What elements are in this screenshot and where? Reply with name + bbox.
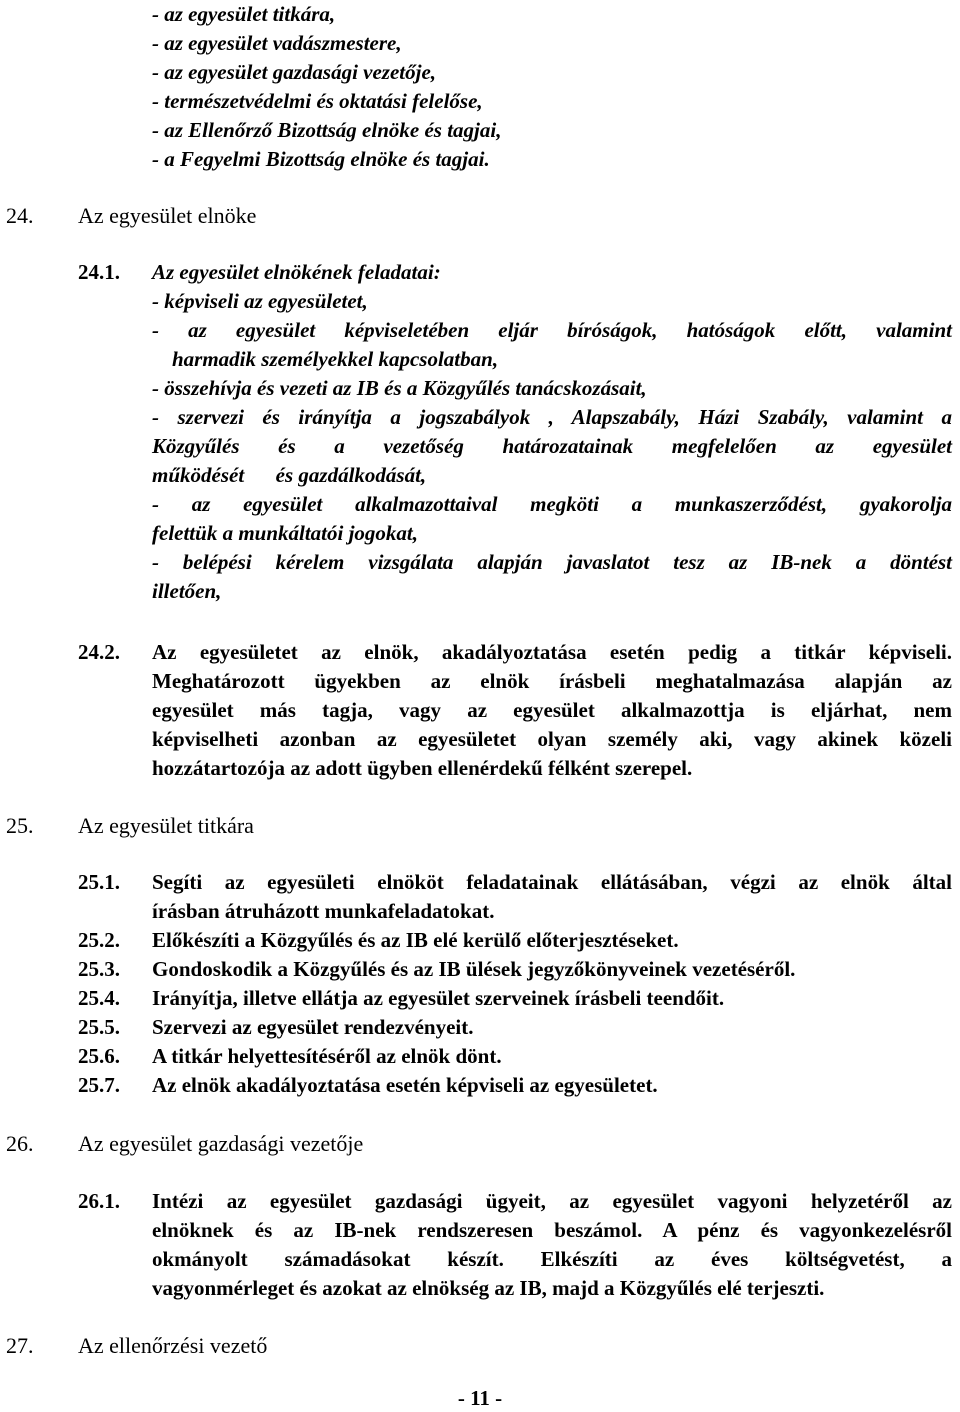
section-title: Az ellenőrzési vezető xyxy=(78,1333,268,1358)
item-number: 25.6. xyxy=(78,1044,120,1068)
text-line: - összehívja és vezeti az IB és a Közgyűlés tanácskozásait, xyxy=(152,376,647,400)
text-line: - szervezi és irányítja a jogszabályok , Alapszabály, Házi Szabály, valamint a xyxy=(152,405,952,429)
list-item: - az Ellenőrző Bizottság elnöke és tagjai, xyxy=(152,118,502,142)
text-line: - képviseli az egyesületet, xyxy=(152,289,368,313)
page-number: - 11 - xyxy=(457,1386,503,1410)
item-number: 25.4. xyxy=(78,986,120,1010)
list-item: - természetvédelmi és oktatási felelőse, xyxy=(152,89,483,113)
text-line: egyesület más tagja, vagy az egyesület alkalmazottja is eljárhat, nem xyxy=(152,698,952,722)
text-line: képviselheti azonban az egyesületet olyan személy aki, vagy akinek közeli xyxy=(152,727,952,751)
text-line: Intézi az egyesület gazdasági ügyeit, az egyesület vagyoni helyzetéről az xyxy=(152,1189,952,1213)
section-number: 26. xyxy=(6,1131,34,1156)
text-line: Irányítja, illetve ellátja az egyesület szerveinek írásbeli teendőit. xyxy=(152,986,725,1010)
paragraph-number: 24.1. xyxy=(78,260,120,284)
text-line: működését és gazdálkodását, xyxy=(152,463,427,487)
section-number: 25. xyxy=(6,813,34,838)
text-line: illetően, xyxy=(152,579,222,603)
text-line: elnöknek és az IB-nek rendszeresen beszámol. A pénz és vagyonkezelésről xyxy=(152,1218,952,1242)
text-line: Közgyűlés és a vezetőség határozatainak megfelelően az egyesület xyxy=(152,434,952,458)
text-line: - az egyesület képviseletében eljár bíróságok, hatóságok előtt, valamint xyxy=(152,318,952,342)
section-title: Az egyesület titkára xyxy=(78,813,254,838)
text-line: okmányolt számadásokat készít. Elkészíti az éves költségvetést, a xyxy=(152,1247,952,1271)
item-number: 25.7. xyxy=(78,1073,120,1097)
list-item: - az egyesület vadászmestere, xyxy=(152,31,402,55)
text-line: harmadik személyekkel kapcsolatban, xyxy=(172,347,499,371)
text-line: A titkár helyettesítéséről az elnök dönt. xyxy=(152,1044,502,1068)
section-title: Az egyesület gazdasági vezetője xyxy=(78,1131,364,1156)
text-line: Meghatározott ügyekben az elnök írásbeli meghatalmazása alapján az xyxy=(152,669,952,693)
text-line: Előkészíti a Közgyűlés és az IB elé kerülő előterjesztéseket. xyxy=(152,928,679,952)
text-line: - belépési kérelem vizsgálata alapján javaslatot tesz az IB-nek a döntést xyxy=(152,550,952,574)
text-line: Szervezi az egyesület rendezvényeit. xyxy=(152,1015,474,1039)
text-line: Az egyesületet az elnök, akadályoztatása esetén pedig a titkár képviseli. xyxy=(152,640,952,664)
list-item: - a Fegyelmi Bizottság elnöke és tagjai. xyxy=(152,147,490,171)
item-number: 25.3. xyxy=(78,957,120,981)
text-line: Az egyesület elnökének feladatai: xyxy=(152,260,441,284)
item-number: 25.1. xyxy=(78,870,120,894)
text-line: írásban átruházott munkafeladatokat. xyxy=(152,899,495,923)
item-number: 25.2. xyxy=(78,928,120,952)
section-title: Az egyesület elnöke xyxy=(78,203,257,228)
list-item: - az egyesület titkára, xyxy=(152,2,336,26)
text-line: felettük a munkáltatói jogokat, xyxy=(152,521,419,545)
section-number: 27. xyxy=(6,1333,34,1358)
list-item: - az egyesület gazdasági vezetője, xyxy=(152,60,437,84)
text-line: vagyonmérleget és azokat az elnökség az IB, majd a Közgyűlés elé terjeszti. xyxy=(152,1276,825,1300)
text-line: hozzátartozója az adott ügyben ellenérdekű félként szerepel. xyxy=(152,756,693,780)
section-number: 24. xyxy=(6,203,34,228)
text-line: Az elnök akadályoztatása esetén képviseli az egyesületet. xyxy=(152,1073,658,1097)
text-line: Segíti az egyesületi elnököt feladatainak ellátásában, végzi az elnök által xyxy=(152,870,952,894)
text-line: Gondoskodik a Közgyűlés és az IB ülések jegyzőkönyveinek vezetéséről. xyxy=(152,957,796,981)
paragraph-number: 24.2. xyxy=(78,640,120,664)
paragraph-number: 26.1. xyxy=(78,1189,120,1213)
text-line: - az egyesület alkalmazottaival megköti a munkaszerződést, gyakorolja xyxy=(152,492,952,516)
item-number: 25.5. xyxy=(78,1015,120,1039)
